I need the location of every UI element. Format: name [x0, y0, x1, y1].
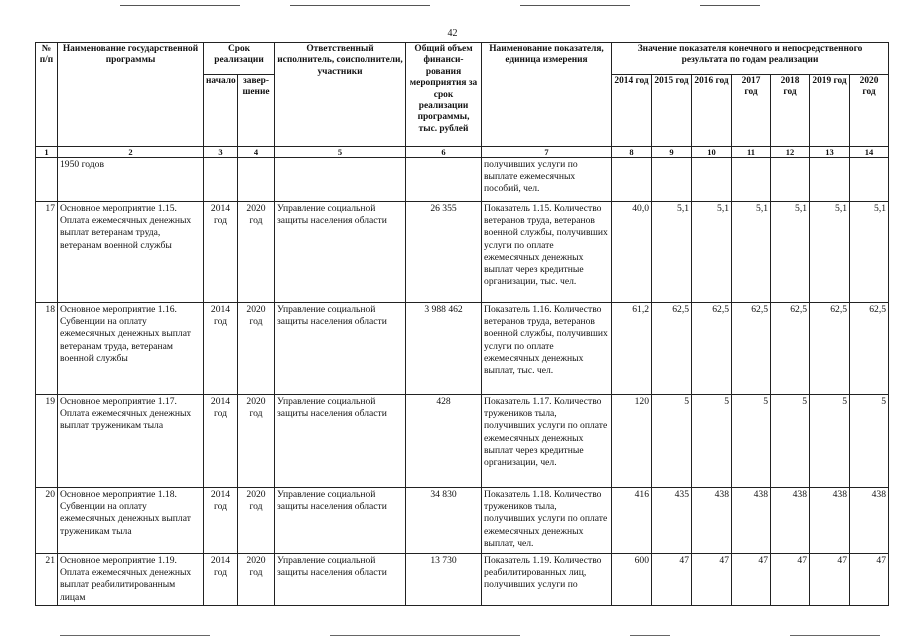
column-number: 6 [406, 147, 482, 158]
indicator: Показатель 1.16. Количество ветеранов труда, ветеранов военной службы, получивших услуги по оплате ежемесячных денежных выплат, тыс. чел. [482, 303, 612, 395]
value-2016: 5,1 [692, 202, 732, 303]
value-2018: 5 [771, 395, 810, 488]
funding: 13 730 [406, 554, 482, 606]
table-row [36, 554, 889, 606]
column-number: 10 [692, 147, 732, 158]
indicator: Показатель 1.18. Количество тружеников тыла, получивших услуги по оплате ежемесячных денежных выплат, чел. [482, 488, 612, 554]
value-2016: 438 [692, 488, 732, 554]
header-year: 2017 год [732, 75, 771, 147]
header-executor: Ответственный исполнитель, соисполнители, участники [275, 43, 406, 147]
executor: Управление социальной защиты населения области [275, 554, 406, 606]
table-row [36, 488, 889, 554]
indicator: Показатель 1.19. Количество реабилитированных лиц, получивших услуги по [482, 554, 612, 606]
scan-rule-bottom [330, 635, 520, 636]
header-term: Срок реализации [204, 43, 275, 75]
table-row [36, 395, 889, 488]
start-year: 2014 год [204, 554, 238, 606]
column-number: 7 [482, 147, 612, 158]
header-year: 2015 год [652, 75, 692, 147]
funding: 428 [406, 395, 482, 488]
column-number: 3 [204, 147, 238, 158]
column-number: 4 [238, 147, 275, 158]
value-2018: 47 [771, 554, 810, 606]
value-2017: 47 [732, 554, 771, 606]
value-2020: 438 [850, 488, 889, 554]
value-2017 [732, 158, 771, 202]
value-2015: 5,1 [652, 202, 692, 303]
value-2016: 62,5 [692, 303, 732, 395]
indicator: Показатель 1.17. Количество тружеников тыла, получивших услуги по оплате ежемесячных денежных выплат через кредитные организации, чел. [482, 395, 612, 488]
program-name: Основное мероприятие 1.16. Субвенции на оплату ежемесячных денежных выплат ветеранам труда, ветеранам военной службы [58, 303, 204, 395]
program-name: Основное мероприятие 1.19. Оплата ежемесячных денежных выплат реабилитированным лицам [58, 554, 204, 606]
value-2020: 5 [850, 395, 889, 488]
value-2020 [850, 158, 889, 202]
value-2017: 5,1 [732, 202, 771, 303]
value-2015: 5 [652, 395, 692, 488]
row-number: 18 [36, 303, 58, 395]
end-year: 2020 год [238, 202, 275, 303]
header-year: 2019 год [810, 75, 850, 147]
funding: 34 830 [406, 488, 482, 554]
program-table [35, 42, 889, 606]
header-program: Наименование государственной программы [58, 43, 204, 147]
value-2014: 61,2 [612, 303, 652, 395]
page-number: 42 [447, 28, 458, 39]
executor [275, 158, 406, 202]
executor: Управление социальной защиты населения области [275, 395, 406, 488]
column-number: 11 [732, 147, 771, 158]
scan-rule-top [520, 5, 630, 6]
funding: 3 988 462 [406, 303, 482, 395]
value-2018: 62,5 [771, 303, 810, 395]
executor: Управление социальной защиты населения области [275, 303, 406, 395]
header-num: № п/п [36, 43, 58, 147]
indicator: получивших услуги по выплате ежемесячных пособий, чел. [482, 158, 612, 202]
header-year: 2016 год [692, 75, 732, 147]
value-2018: 438 [771, 488, 810, 554]
program-name: Основное мероприятие 1.18. Субвенции на оплату ежемесячных денежных выплат труженикам тыла [58, 488, 204, 554]
row-number: 17 [36, 202, 58, 303]
header-values: Значение показателя конечного и непосредственного результата по годам реализации [612, 43, 889, 75]
start-year: 2014 год [204, 488, 238, 554]
value-2015: 62,5 [652, 303, 692, 395]
value-2015 [652, 158, 692, 202]
funding: 26 355 [406, 202, 482, 303]
column-number: 9 [652, 147, 692, 158]
row-number [36, 158, 58, 202]
end-year [238, 158, 275, 202]
table-row [36, 202, 889, 303]
scan-rule-top [120, 5, 240, 6]
funding [406, 158, 482, 202]
start-year: 2014 год [204, 202, 238, 303]
program-name: Основное мероприятие 1.15. Оплата ежемесячных денежных выплат ветеранам труда, ветеранам военной службы [58, 202, 204, 303]
column-number: 12 [771, 147, 810, 158]
column-number: 2 [58, 147, 204, 158]
value-2014: 40,0 [612, 202, 652, 303]
value-2018: 5,1 [771, 202, 810, 303]
scan-rule-bottom [630, 635, 670, 636]
table-row [36, 303, 889, 395]
row-number: 19 [36, 395, 58, 488]
value-2017: 62,5 [732, 303, 771, 395]
scan-rule-bottom [790, 635, 880, 636]
scan-rule-bottom [60, 635, 210, 636]
column-number-row [36, 147, 889, 158]
end-year: 2020 год [238, 554, 275, 606]
value-2014 [612, 158, 652, 202]
header-year: 2014 год [612, 75, 652, 147]
value-2019: 5,1 [810, 202, 850, 303]
scan-rule-top [700, 5, 760, 6]
header-indicator: Наименование показателя, единица измерения [482, 43, 612, 147]
row-number: 20 [36, 488, 58, 554]
header-start: начало [204, 75, 238, 147]
end-year: 2020 год [238, 395, 275, 488]
header-year: 2018 год [771, 75, 810, 147]
value-2015: 435 [652, 488, 692, 554]
column-number: 14 [850, 147, 889, 158]
start-year [204, 158, 238, 202]
value-2020: 47 [850, 554, 889, 606]
table-row [36, 158, 889, 202]
value-2019: 438 [810, 488, 850, 554]
value-2019: 62,5 [810, 303, 850, 395]
row-number: 21 [36, 554, 58, 606]
column-number: 1 [36, 147, 58, 158]
value-2016: 5 [692, 395, 732, 488]
value-2014: 600 [612, 554, 652, 606]
value-2020: 5,1 [850, 202, 889, 303]
header-year: 2020 год [850, 75, 889, 147]
value-2015: 47 [652, 554, 692, 606]
end-year: 2020 год [238, 488, 275, 554]
column-number: 8 [612, 147, 652, 158]
program-name: Основное мероприятие 1.17. Оплата ежемесячных денежных выплат труженикам тыла [58, 395, 204, 488]
value-2014: 416 [612, 488, 652, 554]
end-year: 2020 год [238, 303, 275, 395]
value-2019 [810, 158, 850, 202]
header-end: завер-шение [238, 75, 275, 147]
value-2016 [692, 158, 732, 202]
value-2020: 62,5 [850, 303, 889, 395]
start-year: 2014 год [204, 395, 238, 488]
indicator: Показатель 1.15. Количество ветеранов труда, ветеранов военной службы, получивших услуги по оплате ежемесячных денежных выплат через кредитные организации, тыс. чел. [482, 202, 612, 303]
value-2019: 5 [810, 395, 850, 488]
value-2019: 47 [810, 554, 850, 606]
header-funding: Общий объем финанси-рования мероприятия за срок реализации программы, тыс. рублей [406, 43, 482, 147]
executor: Управление социальной защиты населения области [275, 488, 406, 554]
executor: Управление социальной защиты населения области [275, 202, 406, 303]
column-number: 5 [275, 147, 406, 158]
value-2017: 438 [732, 488, 771, 554]
value-2014: 120 [612, 395, 652, 488]
start-year: 2014 год [204, 303, 238, 395]
scan-rule-top [290, 5, 430, 6]
value-2016: 47 [692, 554, 732, 606]
value-2018 [771, 158, 810, 202]
value-2017: 5 [732, 395, 771, 488]
program-name: 1950 годов [58, 158, 204, 202]
column-number: 13 [810, 147, 850, 158]
